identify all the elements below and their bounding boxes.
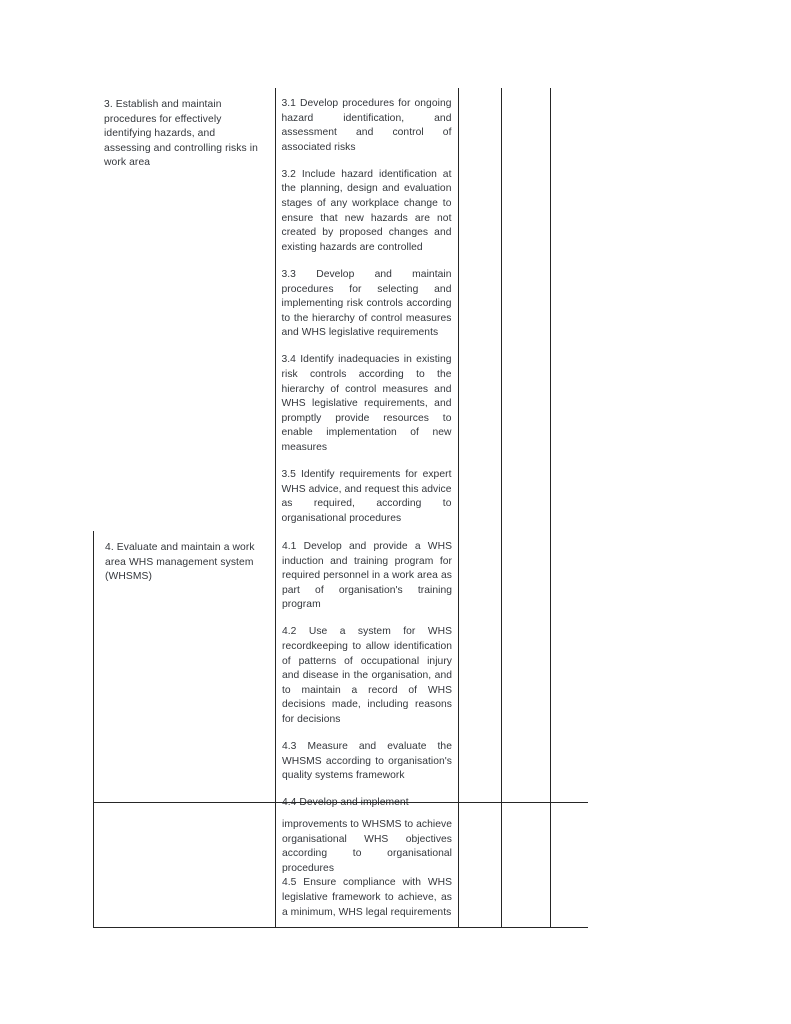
criterion-4-4-part2: improvements to WHSMS to achieve organisational WHS objectives according to organisational procedures <box>282 819 452 874</box>
criterion-3-2: 3.2 Include hazard identification at the planning, design and evaluation stages of any workplace change to ensure that new hazards are not created by proposed changes and existing hazards are controlled <box>281 168 452 253</box>
cell-blank-b <box>501 88 550 534</box>
cell-blank-c <box>551 811 589 928</box>
cell-blank-a <box>459 531 502 819</box>
cell-blank-a <box>458 88 501 534</box>
cell-element <box>94 531 276 819</box>
table-row <box>93 88 588 534</box>
table-block-upper <box>93 88 588 534</box>
element-text: 3. Establish and maintain procedures for effectively identifying hazards, and assessing and controlling risks in work area <box>104 99 258 169</box>
criterion-3-3: 3.3 Develop and maintain procedures for selecting and implementing risk controls according to the hierarchy of control measures and WHS legislative requirements <box>281 268 452 339</box>
criterion-3-5: 3.5 Identify requirements for expert WHS advice, and request this advice as required, according to organisational procedures <box>281 469 452 524</box>
element-text: 4. Evaluate and maintain a work area WHS management system (WHSMS) <box>105 542 255 583</box>
criteria-list <box>282 540 452 811</box>
cell-blank-b <box>502 811 551 928</box>
cell-performance-criteria <box>275 88 458 534</box>
criteria-list <box>282 818 452 920</box>
cell-blank-c <box>551 531 589 819</box>
cell-element <box>93 88 275 534</box>
criterion-4-2: 4.2 Use a system for WHS recordkeeping to allow identification of patterns of occupational injury and disease in the organisation, and to maintain a record of WHS decisions made, including reasons for decisions <box>282 626 452 726</box>
table-block-middle <box>93 531 589 819</box>
cell-performance-criteria <box>276 531 459 819</box>
criterion-3-4: 3.4 Identify inadequacies in existing risk controls according to the hierarchy of control measures and WHS legislative requirements, and promptly provide resources to enable implementation of new measures <box>281 354 452 453</box>
cell-performance-criteria <box>276 811 459 928</box>
cell-blank-a <box>459 811 502 928</box>
cell-blank-b <box>502 531 551 819</box>
table-block-lower <box>93 811 589 928</box>
criterion-4-4-part1 <box>282 796 452 811</box>
table-row <box>94 531 589 819</box>
criterion-4-5: 4.5 Ensure compliance with WHS legislative framework to achieve, as a minimum, WHS legal requirements <box>282 877 452 918</box>
table-bottom-rule <box>93 927 588 928</box>
cell-element <box>94 811 276 928</box>
criterion-4-3: 4.3 Measure and evaluate the WHSMS according to organisation's quality systems framework <box>282 741 452 782</box>
criterion-3-1: 3.1 Develop procedures for ongoing hazard identification, and assessment and control of associated risks <box>281 98 452 153</box>
criteria-list <box>282 97 452 526</box>
cell-blank-c <box>550 88 588 534</box>
table-row <box>94 811 589 928</box>
table-break-rule <box>93 802 588 803</box>
criterion-4-1: 4.1 Develop and provide a WHS induction and training program for required personnel in a work area as part of organisation's training program <box>282 541 452 611</box>
